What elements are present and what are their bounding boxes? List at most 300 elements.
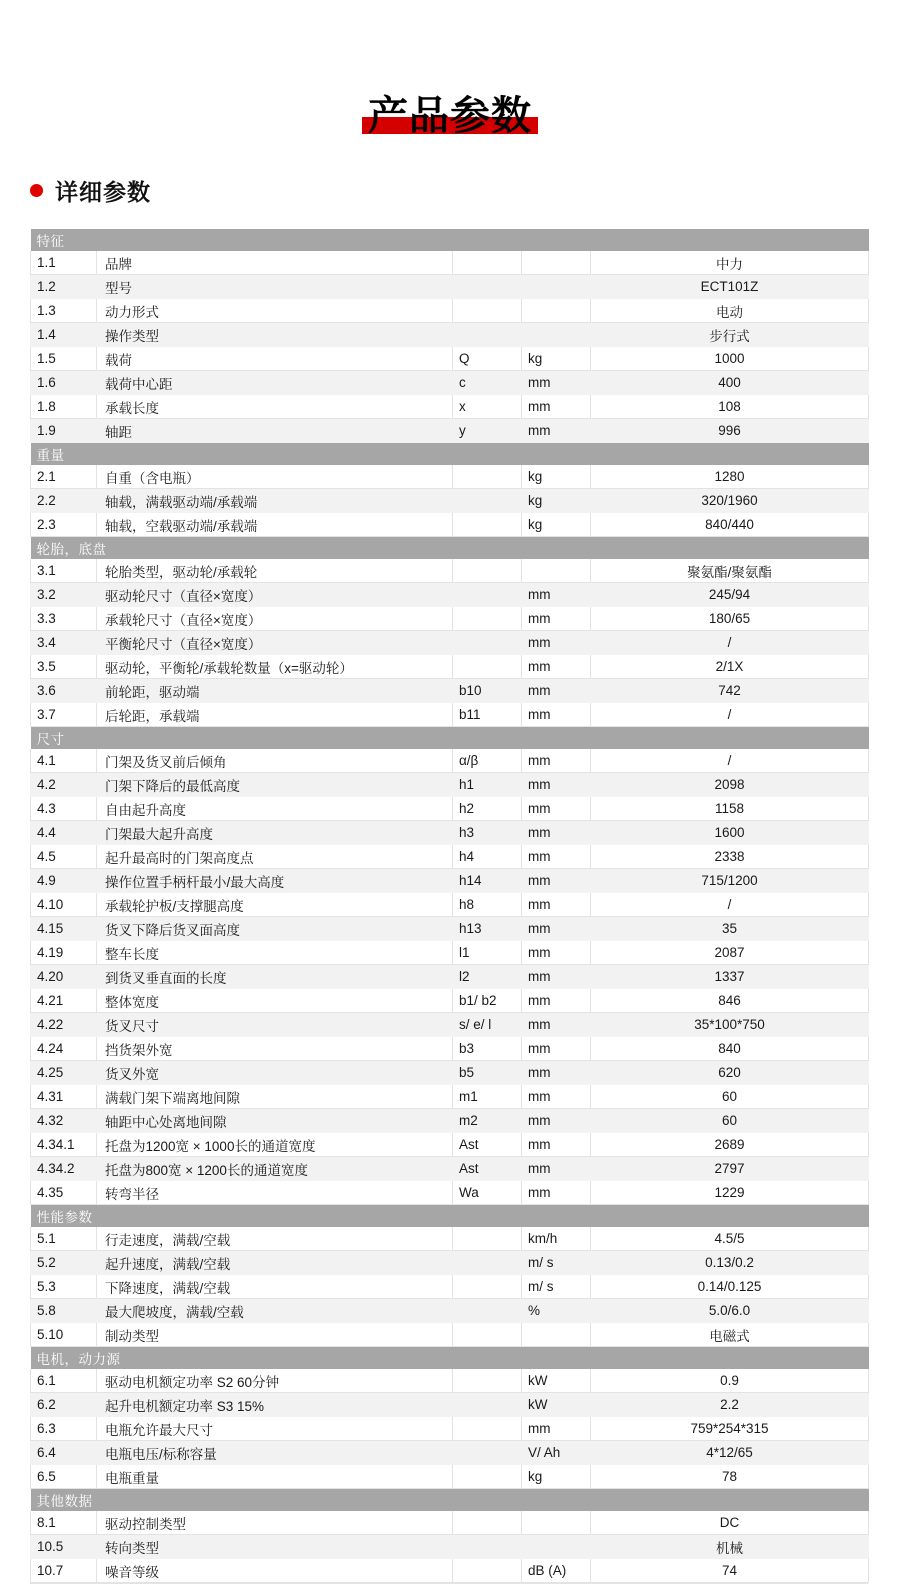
table-row xyxy=(31,679,869,703)
row-symbol xyxy=(453,1299,522,1323)
row-unit: kW xyxy=(522,1393,591,1417)
row-unit: mm xyxy=(522,893,591,917)
row-value: 400 xyxy=(591,371,869,395)
table-row xyxy=(31,1465,869,1489)
row-symbol xyxy=(453,1275,522,1299)
row-symbol: h3 xyxy=(453,821,522,845)
table-row xyxy=(31,989,869,1013)
table-row xyxy=(31,323,869,347)
row-symbol: b11 xyxy=(453,703,522,727)
row-description: 转弯半径 xyxy=(97,1181,453,1205)
row-value: 180/65 xyxy=(591,607,869,631)
row-description: 整车长度 xyxy=(97,941,453,965)
row-index: 1.8 xyxy=(31,395,97,419)
row-symbol: b3 xyxy=(453,1037,522,1061)
row-symbol xyxy=(453,1465,522,1489)
table-row xyxy=(31,869,869,893)
row-unit: mm xyxy=(522,1157,591,1181)
row-index: 4.2 xyxy=(31,773,97,797)
table-row xyxy=(31,299,869,323)
row-value: 60 xyxy=(591,1109,869,1133)
row-value: 5.0/6.0 xyxy=(591,1299,869,1323)
table-row xyxy=(31,1275,869,1299)
row-value: 1229 xyxy=(591,1181,869,1205)
row-symbol xyxy=(453,655,522,679)
table-group-header xyxy=(31,1205,869,1228)
table-group-header-label: 尺寸 xyxy=(31,727,869,750)
row-index: 4.24 xyxy=(31,1037,97,1061)
row-index: 1.9 xyxy=(31,419,97,443)
row-index: 1.4 xyxy=(31,323,97,347)
row-symbol xyxy=(453,275,522,299)
table-row xyxy=(31,1299,869,1323)
row-symbol xyxy=(453,1227,522,1251)
row-unit: mm xyxy=(522,773,591,797)
row-value: 840 xyxy=(591,1037,869,1061)
row-description: 型号 xyxy=(97,275,453,299)
page-title-block xyxy=(0,0,900,136)
row-symbol xyxy=(453,1369,522,1393)
row-value: 中力 xyxy=(591,251,869,275)
row-symbol xyxy=(453,607,522,631)
row-description: 轴距 xyxy=(97,419,453,443)
table-row xyxy=(31,251,869,275)
row-index: 4.21 xyxy=(31,989,97,1013)
row-index: 4.10 xyxy=(31,893,97,917)
row-unit: mm xyxy=(522,941,591,965)
row-description: 轴载，空载驱动端/承载端 xyxy=(97,513,453,537)
row-unit: mm xyxy=(522,395,591,419)
row-symbol: h2 xyxy=(453,797,522,821)
row-symbol: Q xyxy=(453,347,522,371)
row-description: 承载轮尺寸（直径×宽度） xyxy=(97,607,453,631)
row-unit: kg xyxy=(522,513,591,537)
row-unit: mm xyxy=(522,749,591,773)
row-description: 到货叉垂直面的长度 xyxy=(97,965,453,989)
row-value: 1280 xyxy=(591,465,869,489)
row-symbol: m2 xyxy=(453,1109,522,1133)
table-group-header-label: 性能参数 xyxy=(31,1205,869,1228)
table-row xyxy=(31,965,869,989)
row-value: 759*254*315 xyxy=(591,1417,869,1441)
row-description: 起升速度，满载/空载 xyxy=(97,1251,453,1275)
row-index: 4.31 xyxy=(31,1085,97,1109)
row-symbol xyxy=(453,1441,522,1465)
row-value: / xyxy=(591,749,869,773)
row-symbol xyxy=(453,251,522,275)
row-symbol xyxy=(453,559,522,583)
row-index: 4.19 xyxy=(31,941,97,965)
table-row xyxy=(31,703,869,727)
table-group-header-label: 电机，动力源 xyxy=(31,1347,869,1370)
row-index: 4.34.2 xyxy=(31,1157,97,1181)
row-description: 载荷 xyxy=(97,347,453,371)
row-symbol: c xyxy=(453,371,522,395)
row-unit: mm xyxy=(522,989,591,1013)
row-value: 1000 xyxy=(591,347,869,371)
row-description: 起升最高时的门架高度点 xyxy=(97,845,453,869)
row-index: 5.2 xyxy=(31,1251,97,1275)
row-index: 1.6 xyxy=(31,371,97,395)
row-unit: mm xyxy=(522,845,591,869)
row-unit: mm xyxy=(522,1061,591,1085)
row-unit: mm xyxy=(522,1417,591,1441)
specification-table xyxy=(30,229,869,1583)
row-symbol xyxy=(453,1323,522,1347)
row-unit: mm xyxy=(522,631,591,655)
row-value: 2098 xyxy=(591,773,869,797)
row-index: 3.5 xyxy=(31,655,97,679)
table-row xyxy=(31,1181,869,1205)
row-symbol: b10 xyxy=(453,679,522,703)
row-symbol xyxy=(453,583,522,607)
row-description: 驱动轮尺寸（直径×宽度） xyxy=(97,583,453,607)
row-description: 货叉尺寸 xyxy=(97,1013,453,1037)
row-index: 2.2 xyxy=(31,489,97,513)
row-symbol: h8 xyxy=(453,893,522,917)
row-unit: mm xyxy=(522,965,591,989)
row-value: / xyxy=(591,703,869,727)
table-row xyxy=(31,1559,869,1583)
row-value: 2.2 xyxy=(591,1393,869,1417)
table-row xyxy=(31,607,869,631)
table-row xyxy=(31,1013,869,1037)
row-unit: mm xyxy=(522,679,591,703)
row-unit: mm xyxy=(522,583,591,607)
row-index: 10.5 xyxy=(31,1535,97,1559)
table-row xyxy=(31,845,869,869)
table-row xyxy=(31,275,869,299)
row-description: 载荷中心距 xyxy=(97,371,453,395)
row-unit: mm xyxy=(522,371,591,395)
row-value: 996 xyxy=(591,419,869,443)
row-symbol xyxy=(453,1417,522,1441)
row-description: 托盘为800宽 × 1200长的通道宽度 xyxy=(97,1157,453,1181)
row-index: 4.9 xyxy=(31,869,97,893)
row-description: 转向类型 xyxy=(97,1535,453,1559)
row-description: 动力形式 xyxy=(97,299,453,323)
row-value: / xyxy=(591,631,869,655)
row-unit: kg xyxy=(522,465,591,489)
row-unit: mm xyxy=(522,1013,591,1037)
row-value: 2797 xyxy=(591,1157,869,1181)
row-value: 2087 xyxy=(591,941,869,965)
table-row xyxy=(31,419,869,443)
row-index: 3.6 xyxy=(31,679,97,703)
row-unit xyxy=(522,299,591,323)
row-unit xyxy=(522,275,591,299)
row-index: 8.1 xyxy=(31,1511,97,1535)
row-unit xyxy=(522,251,591,275)
row-symbol: b5 xyxy=(453,1061,522,1085)
table-row xyxy=(31,1109,869,1133)
row-index: 1.5 xyxy=(31,347,97,371)
table-row xyxy=(31,371,869,395)
row-index: 3.2 xyxy=(31,583,97,607)
row-value: 4*12/65 xyxy=(591,1441,869,1465)
row-description: 驱动电机额定功率 S2 60分钟 xyxy=(97,1369,453,1393)
row-index: 1.3 xyxy=(31,299,97,323)
row-value: DC xyxy=(591,1511,869,1535)
row-value: 1337 xyxy=(591,965,869,989)
table-row xyxy=(31,1417,869,1441)
row-description: 下降速度，满载/空载 xyxy=(97,1275,453,1299)
row-description: 整体宽度 xyxy=(97,989,453,1013)
row-description: 后轮距，承载端 xyxy=(97,703,453,727)
row-index: 2.3 xyxy=(31,513,97,537)
table-row xyxy=(31,489,869,513)
row-unit: m/ s xyxy=(522,1275,591,1299)
row-value: 60 xyxy=(591,1085,869,1109)
row-index: 3.1 xyxy=(31,559,97,583)
row-description: 轴载，满载驱动端/承载端 xyxy=(97,489,453,513)
table-row xyxy=(31,749,869,773)
row-value: 715/1200 xyxy=(591,869,869,893)
row-description: 最大爬坡度，满载/空载 xyxy=(97,1299,453,1323)
row-value: 步行式 xyxy=(591,323,869,347)
row-description: 制动类型 xyxy=(97,1323,453,1347)
page-title: 产品参数 xyxy=(368,94,532,138)
table-row xyxy=(31,395,869,419)
row-index: 6.1 xyxy=(31,1369,97,1393)
row-unit xyxy=(522,323,591,347)
row-index: 2.1 xyxy=(31,465,97,489)
row-symbol: Ast xyxy=(453,1157,522,1181)
row-symbol xyxy=(453,1251,522,1275)
row-index: 1.2 xyxy=(31,275,97,299)
table-row xyxy=(31,1037,869,1061)
row-unit: kg xyxy=(522,489,591,513)
table-row xyxy=(31,1535,869,1559)
row-value: 620 xyxy=(591,1061,869,1085)
row-description: 自由起升高度 xyxy=(97,797,453,821)
row-symbol: Ast xyxy=(453,1133,522,1157)
row-symbol: l2 xyxy=(453,965,522,989)
row-value: 742 xyxy=(591,679,869,703)
row-unit xyxy=(522,559,591,583)
row-value: 4.5/5 xyxy=(591,1227,869,1251)
table-row xyxy=(31,513,869,537)
table-group-header-label: 其他数据 xyxy=(31,1489,869,1512)
row-symbol xyxy=(453,1393,522,1417)
row-description: 承载轮护板/支撑腿高度 xyxy=(97,893,453,917)
row-description: 起升电机额定功率 S3 15% xyxy=(97,1393,453,1417)
title-wrap xyxy=(362,96,538,136)
table-group-header xyxy=(31,537,869,560)
table-row xyxy=(31,465,869,489)
table-row xyxy=(31,655,869,679)
row-description: 行走速度，满载/空载 xyxy=(97,1227,453,1251)
row-symbol: x xyxy=(453,395,522,419)
row-description: 电瓶重量 xyxy=(97,1465,453,1489)
row-symbol xyxy=(453,1559,522,1583)
table-group-header xyxy=(31,229,869,251)
row-unit: kg xyxy=(522,1465,591,1489)
row-description: 操作类型 xyxy=(97,323,453,347)
row-description: 轮胎类型，驱动轮/承载轮 xyxy=(97,559,453,583)
row-value: 电动 xyxy=(591,299,869,323)
row-index: 5.1 xyxy=(31,1227,97,1251)
row-description: 满载门架下端离地间隙 xyxy=(97,1085,453,1109)
row-unit: dB (A) xyxy=(522,1559,591,1583)
row-symbol xyxy=(453,489,522,513)
row-description: 电瓶允许最大尺寸 xyxy=(97,1417,453,1441)
row-index: 4.15 xyxy=(31,917,97,941)
row-value: 1158 xyxy=(591,797,869,821)
table-row xyxy=(31,893,869,917)
row-value: 0.13/0.2 xyxy=(591,1251,869,1275)
row-index: 6.3 xyxy=(31,1417,97,1441)
row-symbol: α/β xyxy=(453,749,522,773)
row-symbol: b1/ b2 xyxy=(453,989,522,1013)
row-symbol xyxy=(453,465,522,489)
row-unit: kW xyxy=(522,1369,591,1393)
row-index: 4.3 xyxy=(31,797,97,821)
row-unit: mm xyxy=(522,917,591,941)
section-heading-label: 详细参数 xyxy=(55,179,151,205)
row-symbol: h13 xyxy=(453,917,522,941)
row-value: 机械 xyxy=(591,1535,869,1559)
row-index: 6.4 xyxy=(31,1441,97,1465)
row-description: 门架下降后的最低高度 xyxy=(97,773,453,797)
row-unit xyxy=(522,1535,591,1559)
row-symbol: h1 xyxy=(453,773,522,797)
row-value: 0.14/0.125 xyxy=(591,1275,869,1299)
row-description: 驱动轮，平衡轮/承载轮数量（x=驱动轮） xyxy=(97,655,453,679)
row-index: 4.32 xyxy=(31,1109,97,1133)
row-value: 74 xyxy=(591,1559,869,1583)
table-row xyxy=(31,583,869,607)
row-index: 4.4 xyxy=(31,821,97,845)
row-symbol xyxy=(453,631,522,655)
row-unit: mm xyxy=(522,869,591,893)
row-description: 货叉下降后货叉面高度 xyxy=(97,917,453,941)
row-value: 245/94 xyxy=(591,583,869,607)
table-row xyxy=(31,821,869,845)
row-value: 840/440 xyxy=(591,513,869,537)
row-value: 聚氨酯/聚氨酯 xyxy=(591,559,869,583)
row-unit: mm xyxy=(522,821,591,845)
row-index: 10.7 xyxy=(31,1559,97,1583)
row-description: 托盘为1200宽 × 1000长的通道宽度 xyxy=(97,1133,453,1157)
row-index: 5.8 xyxy=(31,1299,97,1323)
row-description: 品牌 xyxy=(97,251,453,275)
row-index: 4.1 xyxy=(31,749,97,773)
row-description: 门架及货叉前后倾角 xyxy=(97,749,453,773)
table-group-header xyxy=(31,443,869,466)
row-unit: mm xyxy=(522,797,591,821)
row-value: 1600 xyxy=(591,821,869,845)
row-index: 4.34.1 xyxy=(31,1133,97,1157)
row-unit: V/ Ah xyxy=(522,1441,591,1465)
table-row xyxy=(31,559,869,583)
row-unit: kg xyxy=(522,347,591,371)
row-index: 5.3 xyxy=(31,1275,97,1299)
row-value: ECT101Z xyxy=(591,275,869,299)
table-row xyxy=(31,773,869,797)
table-row xyxy=(31,1085,869,1109)
table-row xyxy=(31,631,869,655)
row-unit xyxy=(522,1323,591,1347)
row-unit: mm xyxy=(522,1181,591,1205)
table-row xyxy=(31,941,869,965)
row-value: 0.9 xyxy=(591,1369,869,1393)
row-description: 自重（含电瓶） xyxy=(97,465,453,489)
row-value: / xyxy=(591,893,869,917)
row-unit: km/h xyxy=(522,1227,591,1251)
row-symbol: Wa xyxy=(453,1181,522,1205)
row-unit: mm xyxy=(522,655,591,679)
row-symbol xyxy=(453,1535,522,1559)
row-index: 4.5 xyxy=(31,845,97,869)
row-index: 4.35 xyxy=(31,1181,97,1205)
table-row xyxy=(31,917,869,941)
row-value: 846 xyxy=(591,989,869,1013)
row-index: 6.5 xyxy=(31,1465,97,1489)
table-row xyxy=(31,1133,869,1157)
table-row xyxy=(31,1251,869,1275)
table-row xyxy=(31,797,869,821)
row-value: 35*100*750 xyxy=(591,1013,869,1037)
row-description: 轴距中心处离地间隙 xyxy=(97,1109,453,1133)
table-row xyxy=(31,1061,869,1085)
row-value: 78 xyxy=(591,1465,869,1489)
table-group-header xyxy=(31,1347,869,1370)
row-index: 6.2 xyxy=(31,1393,97,1417)
table-row xyxy=(31,1227,869,1251)
row-index: 3.3 xyxy=(31,607,97,631)
row-unit: mm xyxy=(522,1085,591,1109)
row-unit xyxy=(522,1511,591,1535)
table-row xyxy=(31,1393,869,1417)
row-symbol: h4 xyxy=(453,845,522,869)
row-value: 电磁式 xyxy=(591,1323,869,1347)
section-heading xyxy=(30,174,900,207)
row-description: 驱动控制类型 xyxy=(97,1511,453,1535)
row-value: 35 xyxy=(591,917,869,941)
row-index: 5.10 xyxy=(31,1323,97,1347)
row-symbol: s/ e/ l xyxy=(453,1013,522,1037)
row-index: 4.20 xyxy=(31,965,97,989)
row-unit: m/ s xyxy=(522,1251,591,1275)
table-group-header-label: 轮胎，底盘 xyxy=(31,537,869,560)
row-unit: mm xyxy=(522,703,591,727)
row-unit: mm xyxy=(522,607,591,631)
row-symbol: y xyxy=(453,419,522,443)
table-row xyxy=(31,1441,869,1465)
table-row xyxy=(31,1511,869,1535)
row-index: 4.25 xyxy=(31,1061,97,1085)
table-row xyxy=(31,347,869,371)
table-row xyxy=(31,1323,869,1347)
row-unit: % xyxy=(522,1299,591,1323)
row-description: 电瓶电压/标称容量 xyxy=(97,1441,453,1465)
table-group-header-label: 特征 xyxy=(31,229,869,251)
row-value: 2/1X xyxy=(591,655,869,679)
row-description: 操作位置手柄杆最小/最大高度 xyxy=(97,869,453,893)
row-value: 320/1960 xyxy=(591,489,869,513)
row-description: 门架最大起升高度 xyxy=(97,821,453,845)
row-unit: mm xyxy=(522,1133,591,1157)
table-group-header xyxy=(31,1489,869,1512)
table-row xyxy=(31,1157,869,1181)
table-group-header xyxy=(31,727,869,750)
row-description: 挡货架外宽 xyxy=(97,1037,453,1061)
row-description: 前轮距，驱动端 xyxy=(97,679,453,703)
row-symbol: l1 xyxy=(453,941,522,965)
row-index: 4.22 xyxy=(31,1013,97,1037)
row-description: 平衡轮尺寸（直径×宽度） xyxy=(97,631,453,655)
